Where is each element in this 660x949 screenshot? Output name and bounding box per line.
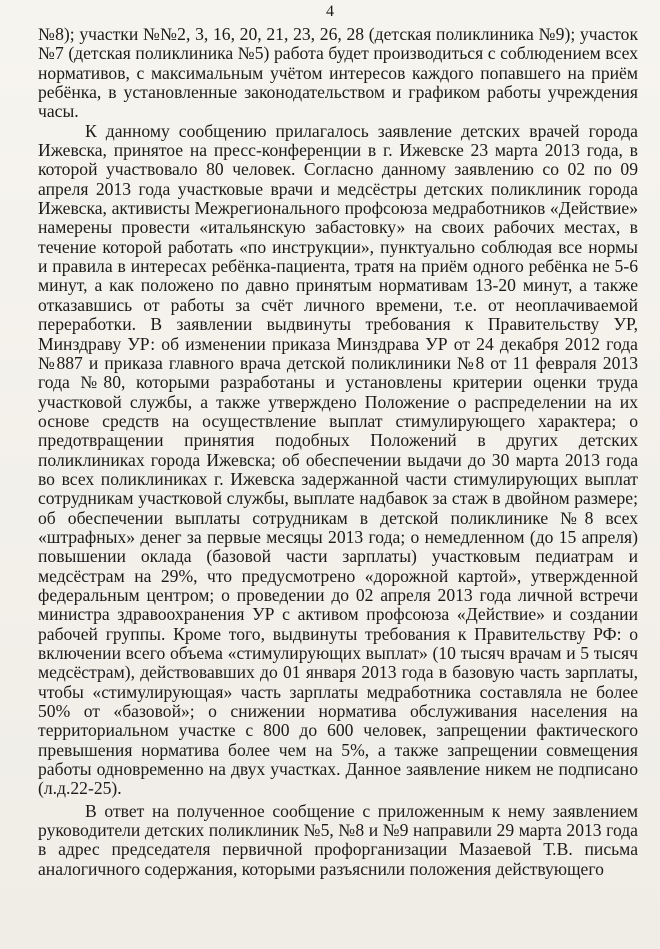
paragraph-statement: К данному сообщению прилагалось заявление детских врачей города Ижевска, принятое на пресс-конференции в г. Ижевске 23 марта 2013 года, в которой участвовало 80 человек. Согласно данному заявлению со 02 по 09 апреля 2013 года участковые врачи и медсёстры детских поликлиник города Ижевска, активисты Межрегионального профсоюза медработников «Действие» намерены провести «итальянскую забастовку» на своих рабочих местах, в течение которой работать «по инструкции», пунктуально соблюдая все нормы и правила в интересах ребёнка-пациента, тратя на приём одного ребёнка не 5-6 минут, а как положено по давно принятым нормативам 13-20 минут, а также отказавшись от работы за счёт личного времени, т.е. от неоплачиваемой переработки. В заявлении выдвинуты требования к Правительству УР, Минздраву УР: об изменении приказа Минздрава УР от 24 декабря 2012 года №887 и приказа главного врача детской поликлиники №8 от 11 февраля 2013 года №80, которыми разработаны и установлены критерии оценки труда участковой службы, а также утверждено Положение о распределении на их основе средств на осуществление выплат стимулирующего характера; о предотвращении принятия подобных Положений в других детских поликлиниках города Ижевска; об обеспечении выдачи до 30 марта 2013 года во всех поликлиниках г. Ижевска задержанной части стимулирующих выплат сотрудникам участковой службы, выплате надбавок за стаж в двойном размере; об обеспечении выплаты сотрудникам в детской поликлинике №8 всех «штрафных» денег за первые месяцы 2013 года; о немедленном (до 15 апреля) повышении оклада (базовой части зарплаты) участковым педиатрам и медсёстрам на 29%, что предусмотрено «дорожной картой», утвержденной федеральным центром; о проведении до 02 апреля 2013 года личной встречи министра здравоохранения УР с активом профсоюза «Действие» и создании рабочей группы. Кроме того, выдвинуты требования к Правительству РФ: о включении всего объема «стимулирующих выплат» (10 тысяч врачам и 5 тысяч медсёстрам), действовавших до 01 января 2013 года в базовую часть зарплаты, чтобы «стимулирующая» часть зарплаты медработника составляла не более 50% от «базовой»; о снижении норматива обслуживания населения на территориальном участке с 800 до 600 человек, запрещении фактического превышения норматива более чем на 5%, а также запрещении совмещения работы одновременно на двух участках. Данное заявление никем не подписано (л.д.22-25). [38, 120, 638, 799]
page-number: 4 [326, 3, 334, 20]
paragraph-continuation: №8); участки №№2, 3, 16, 20, 21, 23, 26, 28 (детская поликлиника №9); участок №7 (детская поликлиника №5) работа будет производиться с соблюдением всех нормативов, с максимальным учётом интересов каждого попавшего на приём ребёнка, в установленные законодательством и графиком работы учреждения часы. [38, 24, 638, 122]
paragraph-response: В ответ на полученное сообщение с приложенным к нему заявлением руководители детских поликлиник №5, №8 и №9 направили 29 марта 2013 года в адрес председателя первичной профорганизации Мазаевой Т.В. письма аналогичного содержания, которыми разъяснили положения действующего [38, 800, 638, 879]
document-body [38, 25, 638, 879]
